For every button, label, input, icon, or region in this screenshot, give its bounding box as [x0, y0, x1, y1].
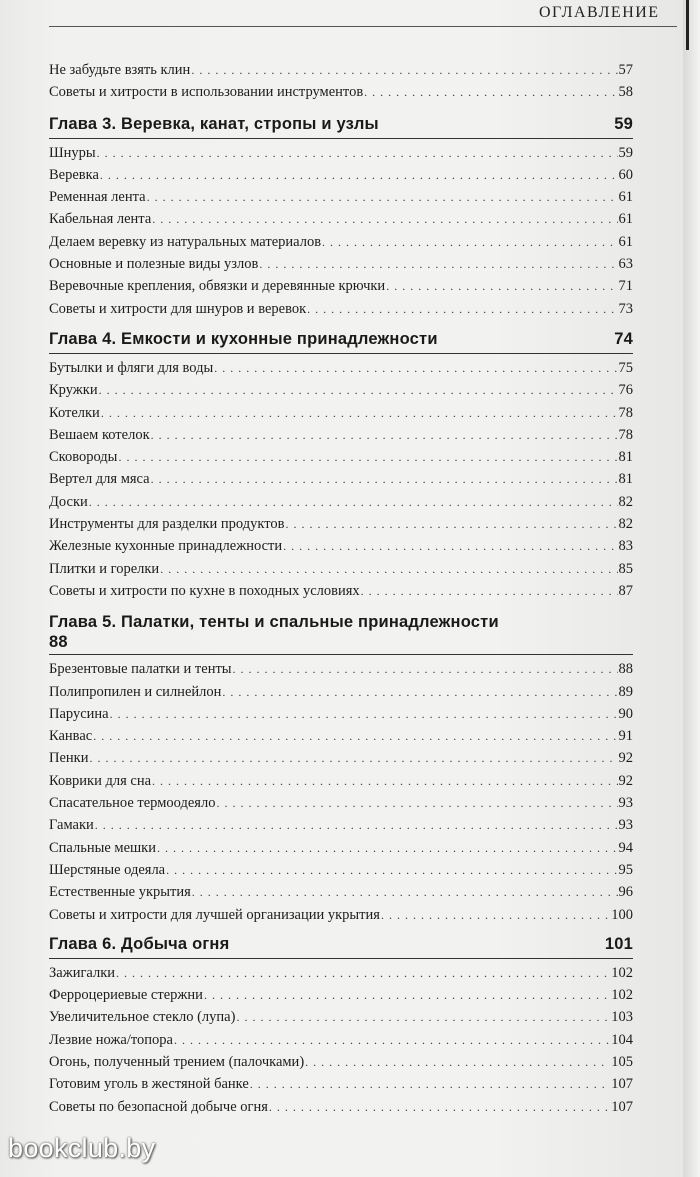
entry-title: Пенки — [49, 750, 89, 767]
toc-entry — [49, 278, 633, 300]
toc-entry — [49, 189, 633, 211]
toc-entry — [49, 494, 633, 516]
dot-leader — [89, 751, 617, 766]
dot-leader — [283, 539, 617, 554]
entry-page: 102 — [611, 987, 633, 1004]
entry-page: 58 — [618, 84, 633, 101]
entry-title: Советы и хитрости в использовании инструментов — [49, 84, 364, 101]
toc-entry — [49, 1099, 633, 1121]
dot-leader — [97, 146, 618, 161]
dot-leader — [151, 428, 618, 443]
toc-entry — [49, 1009, 633, 1031]
chapter-page: 74 — [614, 329, 633, 348]
entry-title: Не забудьте взять клин — [49, 62, 191, 78]
toc-entry — [49, 987, 633, 1009]
entry-page: 83 — [618, 538, 633, 555]
entry-page: 95 — [618, 861, 633, 878]
chapter-page: 88 — [49, 633, 68, 652]
dot-leader — [99, 383, 618, 398]
dot-leader — [233, 662, 618, 677]
entry-page: 96 — [618, 884, 633, 901]
toc-entry — [49, 1032, 633, 1054]
toc-entry — [49, 661, 633, 683]
entry-title: Сковороды — [49, 449, 118, 466]
toc-entry — [49, 62, 633, 84]
chapter-title: Глава 5. Палатки, тенты и спальные принадлежности — [49, 613, 499, 632]
entry-page: 71 — [618, 278, 633, 295]
dot-leader — [174, 1033, 610, 1048]
entry-title: Вертел для мяса — [49, 471, 150, 488]
chapter-heading — [49, 935, 633, 959]
dot-leader — [151, 472, 618, 487]
entry-page: 57 — [618, 62, 633, 78]
dot-leader — [386, 279, 617, 294]
dot-leader — [95, 818, 618, 833]
entry-title: Брезентовые палатки и тенты — [49, 661, 232, 678]
dot-leader — [157, 841, 618, 856]
toc-entry — [49, 471, 633, 493]
entry-page: 61 — [618, 211, 633, 228]
chapter-heading — [49, 613, 633, 655]
entry-page: 89 — [618, 683, 633, 700]
entry-title: Полипропилен и силнейлон — [49, 683, 222, 700]
toc-entry — [49, 817, 633, 839]
entry-title: Инструменты для разделки продуктов — [49, 516, 285, 533]
dot-leader — [250, 1077, 610, 1092]
toc-entry — [49, 728, 633, 750]
toc-entry — [49, 301, 633, 323]
chapter-title: Глава 6. Добыча огня — [49, 934, 230, 953]
toc-entry — [49, 1076, 633, 1098]
entry-page: 93 — [618, 795, 633, 812]
dot-leader — [160, 562, 617, 577]
dot-leader — [305, 1055, 610, 1070]
toc-entry — [49, 256, 633, 278]
entry-page: 85 — [618, 560, 633, 577]
dot-leader — [100, 168, 618, 183]
entry-title: Плитки и горелки — [49, 560, 160, 577]
entry-title: Шнуры — [49, 144, 96, 161]
chapter-title: Глава 3. Веревка, канат, стропы и узлы — [49, 114, 379, 133]
dot-leader — [116, 966, 610, 981]
entry-title: Гамаки — [49, 817, 94, 834]
entry-page: 82 — [618, 493, 633, 510]
entry-title: Кабельная лента — [49, 211, 152, 228]
toc-entry — [49, 449, 633, 471]
entry-page: 91 — [618, 728, 633, 745]
dot-leader — [222, 685, 617, 700]
entry-page: 105 — [611, 1053, 633, 1070]
entry-page: 102 — [611, 964, 633, 981]
toc-entry — [49, 884, 633, 906]
dot-leader — [118, 450, 617, 465]
toc-entry — [49, 382, 633, 404]
chapter-page: 101 — [604, 934, 633, 953]
entry-title: Бутылки и фляги для воды — [49, 359, 214, 376]
watermark: bookclub.by — [8, 1133, 156, 1163]
dot-leader — [204, 988, 610, 1003]
toc-entry — [49, 145, 633, 167]
dot-leader — [93, 729, 617, 744]
entry-title: Коврики для сна — [49, 772, 152, 789]
toc-entry — [49, 862, 633, 884]
entry-page: 88 — [618, 661, 633, 678]
edge-mark — [686, 0, 689, 50]
chapter-page: 59 — [614, 114, 633, 133]
entry-page: 61 — [618, 233, 633, 250]
chapter-heading — [49, 330, 633, 354]
toc-entry — [49, 167, 633, 189]
entry-page: 73 — [618, 300, 633, 317]
toc-entry — [49, 750, 633, 772]
dot-leader — [89, 495, 618, 510]
entry-page: 107 — [611, 1098, 633, 1115]
dot-leader — [191, 63, 617, 78]
entry-title: Огонь, полученный трением (палочками) — [49, 1053, 305, 1070]
dot-leader — [101, 406, 618, 421]
entry-page: 78 — [618, 426, 633, 443]
dot-leader — [259, 257, 617, 272]
toc-entry — [49, 583, 633, 605]
toc-entry — [49, 795, 633, 817]
entry-page: 81 — [618, 471, 633, 488]
toc-entry — [49, 840, 633, 862]
entry-title: Основные и полезные виды узлов — [49, 256, 259, 273]
dot-leader — [152, 212, 617, 227]
dot-leader — [381, 908, 610, 923]
dot-leader — [192, 885, 618, 900]
entry-page: 92 — [618, 772, 633, 789]
entry-page: 92 — [618, 750, 633, 767]
dot-leader — [364, 85, 617, 100]
toc-entry — [49, 234, 633, 256]
chapter-title: Глава 4. Емкости и кухонные принадлежности — [49, 329, 438, 348]
toc-entry — [49, 84, 633, 106]
toc-entry — [49, 211, 633, 233]
entry-title: Веревочные крепления, обвязки и деревянные крючки — [49, 278, 386, 295]
toc-entry — [49, 405, 633, 427]
table-of-contents — [49, 62, 633, 1121]
entry-page: 104 — [611, 1031, 633, 1048]
entry-page: 60 — [618, 166, 633, 183]
entry-title: Спасательное термоодеяло — [49, 795, 216, 812]
entry-page: 63 — [618, 256, 633, 273]
toc-entry — [49, 516, 633, 538]
dot-leader — [322, 235, 617, 250]
toc-entry — [49, 684, 633, 706]
entry-title: Советы по безопасной добыче огня — [49, 1098, 268, 1115]
entry-page: 61 — [618, 189, 633, 206]
toc-entry — [49, 706, 633, 728]
entry-page: 78 — [618, 404, 633, 421]
entry-page: 107 — [611, 1076, 633, 1093]
entry-title: Железные кухонные принадлежности — [49, 538, 283, 555]
dot-leader — [216, 796, 617, 811]
entry-title: Шерстяные одеяла — [49, 861, 166, 878]
dot-leader — [166, 863, 617, 878]
entry-title: Советы и хитрости по кухне в походных условиях — [49, 582, 360, 599]
dot-leader — [110, 707, 618, 722]
toc-entry — [49, 1054, 633, 1076]
dot-leader — [214, 361, 617, 376]
entry-title: Ферроцериевые стержни — [49, 987, 203, 1004]
entry-page: 59 — [618, 144, 633, 161]
page-edge — [683, 0, 700, 1177]
toc-entry — [49, 427, 633, 449]
toc-entry — [49, 965, 633, 987]
entry-page: 94 — [618, 839, 633, 856]
entry-page: 76 — [618, 382, 633, 399]
entry-page: 90 — [618, 705, 633, 722]
entry-title: Канвас — [49, 728, 93, 745]
toc-entry — [49, 360, 633, 382]
toc-entry — [49, 538, 633, 560]
entry-title: Парусина — [49, 705, 109, 722]
entry-title: Кружки — [49, 382, 98, 399]
header-rule — [49, 26, 677, 27]
entry-title: Советы и хитрости для шнуров и веревок — [49, 300, 307, 317]
toc-entry — [49, 773, 633, 795]
entry-title: Лезвие ножа/топора — [49, 1031, 173, 1048]
entry-page: 103 — [611, 1009, 633, 1026]
entry-title: Естественные укрытия — [49, 884, 191, 901]
entry-page: 75 — [618, 359, 633, 376]
entry-page: 82 — [618, 516, 633, 533]
toc-entry — [49, 907, 633, 929]
entry-page: 87 — [618, 582, 633, 599]
entry-page: 100 — [611, 906, 633, 923]
entry-title: Увеличительное стекло (лупа) — [49, 1009, 236, 1026]
dot-leader — [236, 1010, 610, 1025]
entry-title: Зажигалки — [49, 964, 116, 981]
dot-leader — [152, 774, 617, 789]
dot-leader — [361, 584, 618, 599]
entry-title: Ременная лента — [49, 189, 146, 206]
entry-page: 93 — [618, 817, 633, 834]
entry-title: Советы и хитрости для лучшей организации укрытия — [49, 906, 380, 923]
dot-leader — [147, 190, 618, 205]
dot-leader — [269, 1100, 610, 1115]
dot-leader — [285, 517, 617, 532]
entry-title: Веревка — [49, 166, 99, 183]
entry-title: Спальные мешки — [49, 839, 156, 856]
chapter-heading — [49, 115, 633, 139]
entry-title: Вешаем котелок — [49, 426, 150, 443]
entry-title: Делаем веревку из натуральных материалов — [49, 233, 322, 250]
entry-title: Доски — [49, 493, 88, 510]
dot-leader — [307, 302, 617, 317]
entry-title: Котелки — [49, 404, 100, 421]
entry-title: Готовим уголь в жестяной банке — [49, 1076, 249, 1093]
running-header: ОГЛАВЛЕНИЕ — [539, 4, 660, 21]
toc-entry — [49, 561, 633, 583]
entry-page: 81 — [618, 449, 633, 466]
